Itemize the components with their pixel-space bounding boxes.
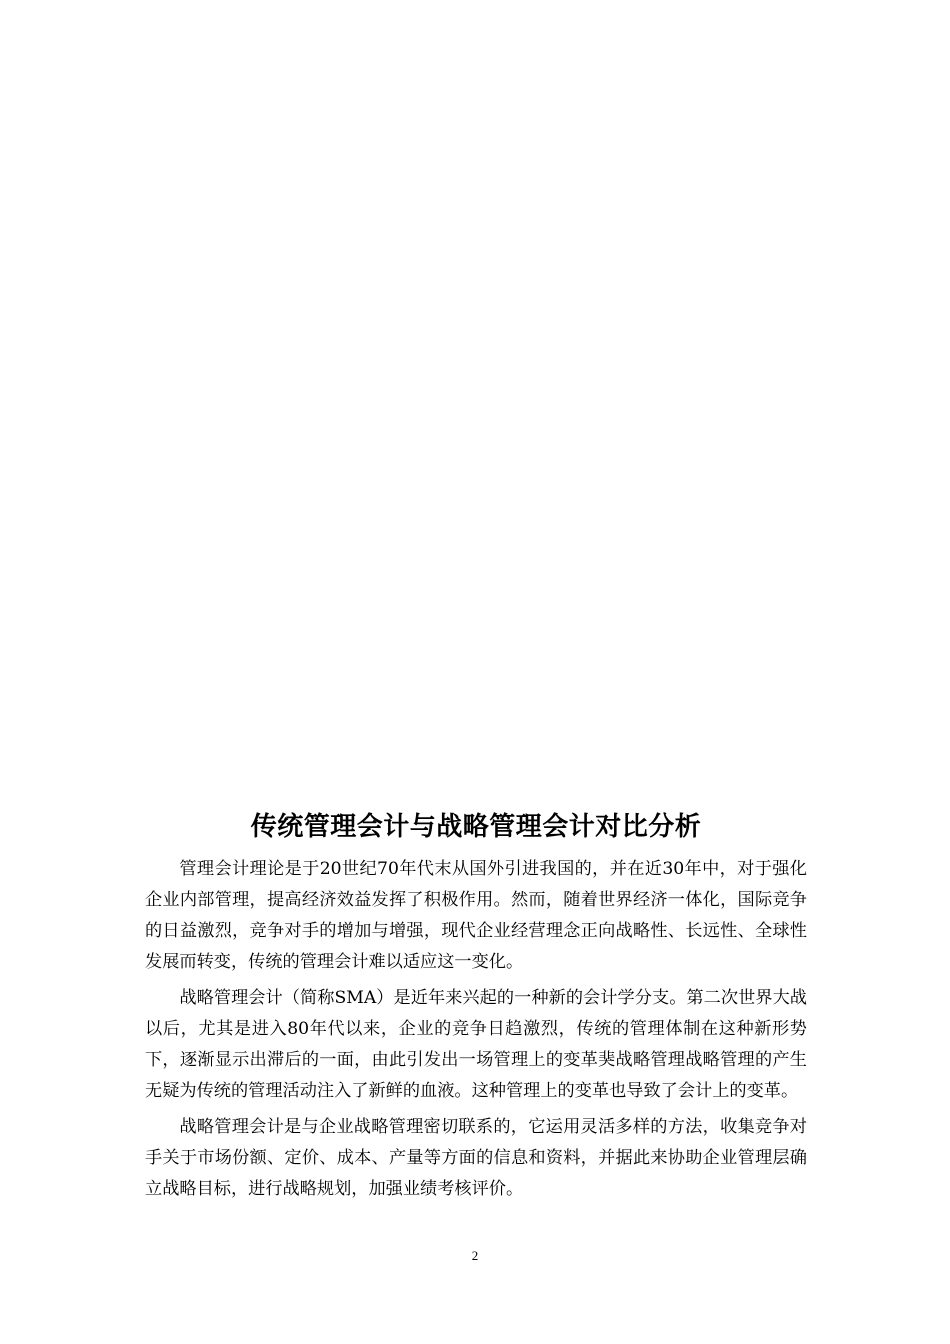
paragraph-1: 管理会计理论是于20世纪70年代末从国外引进我国的，并在近30年中，对于强化企业内部管理，提高经济效益发挥了积极作用。然而，随着世界经济一体化，国际竞争的日益激烈，竞争对手的增加与增强，现代企业经营理念正向战略性、长远性、全球性发展而转变，传统的管理会计难以适应这一变化。	[145, 859, 807, 972]
page-number: 2	[471, 1248, 479, 1263]
paragraph-3: 战略管理会计是与企业战略管理密切联系的，它运用灵活多样的方法，收集竞争对手关于市场份额、定价、成本、产量等方面的信息和资料，并据此来协助企业管理层确立战略目标，进行战略规划，加强业绩考核评价。	[145, 1117, 807, 1199]
paragraph-2: 战略管理会计（简称SMA）是近年来兴起的一种新的会计学分支。第二次世界大战以后，尤其是进入80年代以来，企业的竞争日趋激烈，传统的管理体制在这种新形势下，逐渐显示出滞后的一面，由此引发出一场管理上的变革猆战略管理战略管理的产生无疑为传统的管理活动注入了新鲜的血液。这种管理上的变革也导致了会计上的变革。	[145, 988, 807, 1101]
document-title: 传统管理会计与战略管理会计对比分析	[250, 812, 702, 842]
document-body	[145, 806, 807, 1210]
